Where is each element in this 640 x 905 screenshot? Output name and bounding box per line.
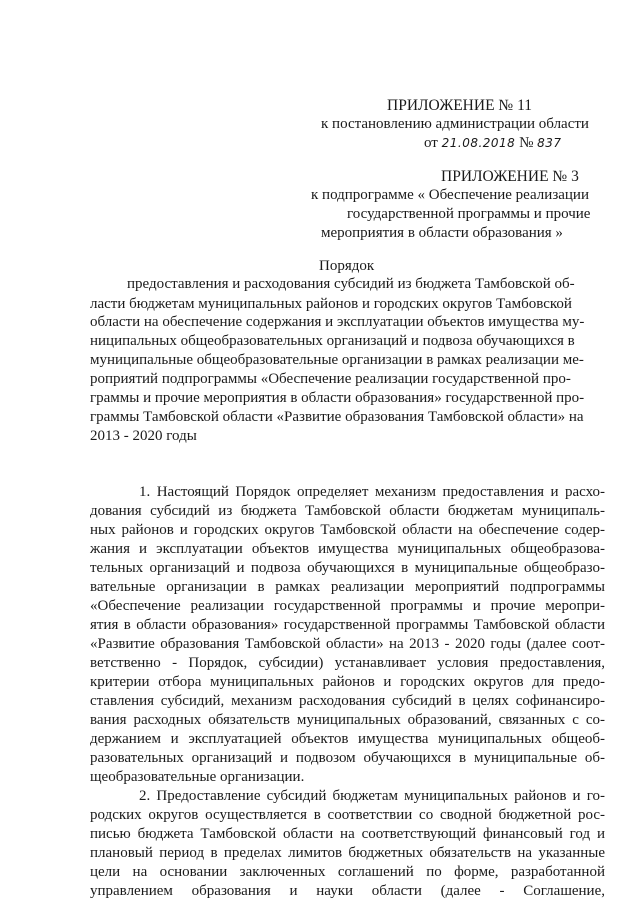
appendix-3-title: ПРИЛОЖЕНИЕ № 3 — [441, 168, 579, 185]
procedure-line: ниципальных общеобразовательных организаций и подвоза обучающихся в — [90, 333, 575, 349]
paragraph-1-line: щеобразовательные организации. — [90, 769, 305, 785]
appendix-11-date-line — [424, 134, 562, 153]
procedure-line: ласти бюджетам муниципальных районов и городских округов Тамбовской — [90, 296, 572, 312]
paragraph-1-line: ставления субсидий, механизм расходования субсидий в целях софинансиро- — [90, 693, 605, 709]
procedure-line: области на обеспечение содержания и эксплуатации объектов имущества му- — [90, 314, 585, 330]
date-prefix: от — [424, 135, 438, 151]
paragraph-1-line: «Обеспечение реализации государственной программы и прочие меропри- — [90, 598, 605, 614]
paragraph-1-line: «Развитие образования Тамбовской области» на 2013 - 2020 годы (далее соот- — [90, 636, 605, 652]
procedure-line: предоставления и расходования субсидий из бюджета Тамбовской об- — [127, 276, 575, 292]
paragraph-1-line: держанием и эксплуатацией объектов имущества муниципальных общеоб- — [90, 731, 605, 747]
paragraph-1-line: 1. Настоящий Порядок определяет механизм предоставления и расхо- — [139, 484, 605, 500]
appendix-3-line: государственной программы и прочие — [347, 206, 591, 222]
paragraph-1-line: критерии отбора муниципальных районов и городских округов для предо- — [90, 674, 605, 690]
number-sign: № — [519, 135, 534, 151]
handwritten-number: 837 — [537, 136, 562, 150]
paragraph-1-line: вания расходных обязательств муниципальных образований, связанных с со- — [90, 712, 605, 728]
handwritten-date: 21.08.2018 — [441, 136, 516, 150]
paragraph-2-line: управлением образования и науки области (далее - Соглашение, — [90, 883, 605, 899]
procedure-line: роприятий подпрограммы «Обеспечение реализации государственной про- — [90, 371, 571, 387]
procedure-line: 2013 - 2020 годы — [90, 428, 197, 444]
paragraph-1-line: ветственно - Порядок, субсидии) устанавливает условия предоставления, — [90, 655, 605, 671]
paragraph-1-line: жания и эксплуатации объектов имущества муниципальных общеобразова- — [90, 541, 605, 557]
paragraph-1-line: тельных организаций и подвоза обучающихся в муниципальные общеобразо- — [90, 560, 605, 576]
paragraph-1-line: ятия в области образования» государственной программы Тамбовской области — [90, 617, 605, 633]
procedure-line: муниципальные общеобразовательные организации в рамках реализации ме- — [90, 352, 584, 368]
paragraph-2-line: цели на основании заключенных соглашений по форме, разработанной — [90, 864, 605, 880]
appendix-11-reference: к постановлению администрации области — [321, 116, 589, 132]
appendix-3-line: мероприятия в области образования » — [321, 225, 563, 241]
procedure-line: граммы и прочие мероприятия в области образования» государственной про- — [90, 390, 585, 406]
paragraph-1-line: ных районов и городских округов Тамбовской области на обеспечение содер- — [90, 522, 605, 538]
paragraph-2-line: родских округов осуществляется в соответствии со сводной бюджетной рос- — [90, 807, 605, 823]
paragraph-1-line: вательные организации в рамках реализации мероприятий подпрограммы — [90, 579, 605, 595]
procedure-heading: Порядок — [319, 258, 375, 274]
paragraph-2-line: плановый период в пределах лимитов бюджетных обязательств на указанные — [90, 845, 605, 861]
paragraph-2-line: писью бюджета Тамбовской области на соответствующий финансовый год и — [90, 826, 605, 842]
appendix-3-line: к подпрограмме « Обеспечение реализации — [311, 187, 589, 203]
paragraph-2-line: 2. Предоставление субсидий бюджетам муниципальных районов и го- — [139, 788, 605, 804]
appendix-11-title: ПРИЛОЖЕНИЕ № 11 — [387, 97, 533, 114]
paragraph-1-line: дования субсидий из бюджета Тамбовской области бюджетам муниципаль- — [90, 503, 605, 519]
procedure-line: граммы Тамбовской области «Развитие образования Тамбовской области» на — [90, 409, 584, 425]
paragraph-1-line: разовательных организаций и подвозом обучающихся в муниципальные об- — [90, 750, 605, 766]
